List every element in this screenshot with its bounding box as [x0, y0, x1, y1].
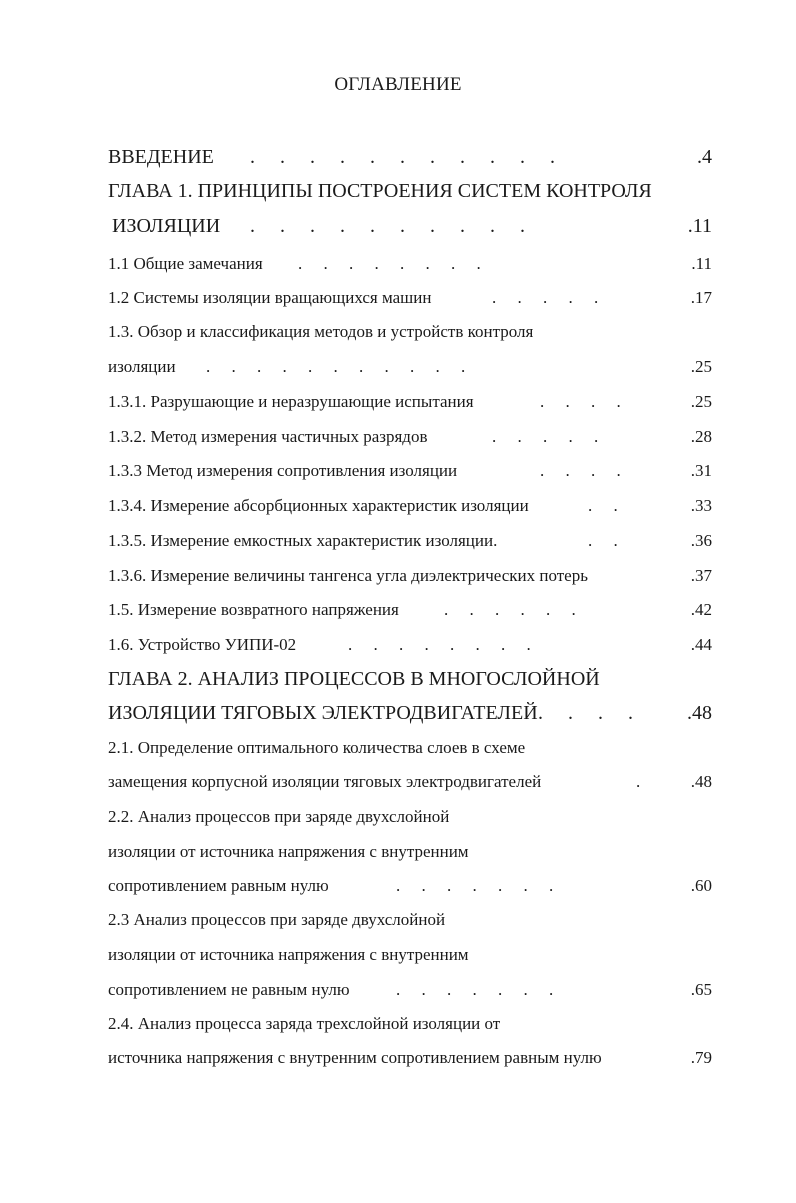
- toc-entry-text: 2.1. Определение оптимального количества слоев в схеме: [108, 738, 526, 757]
- toc-entry-text: источника напряжения с внутренним сопротивлением равным нулю: [108, 1048, 602, 1067]
- toc-entry-text: ИЗОЛЯЦИИ ТЯГОВЫХ ЭЛЕКТРОДВИГАТЕЛЕЙ: [108, 702, 538, 724]
- toc-entry-text: 1.3.6. Измерение величины тангенса угла диэлектрических потерь: [108, 566, 588, 585]
- toc-entry-text: ГЛАВА 1. ПРИНЦИПЫ ПОСТРОЕНИЯ СИСТЕМ КОНТРОЛЯ: [108, 180, 652, 202]
- toc-entry-text: изоляции: [108, 357, 176, 376]
- toc-entry-leader: . . . . . . . .: [298, 254, 481, 273]
- toc-entry: [108, 1048, 712, 1070]
- toc-entry: [108, 566, 712, 588]
- toc-entry: [108, 288, 712, 310]
- toc-entry: [108, 427, 712, 449]
- toc-entry-page: .44: [690, 635, 712, 654]
- toc-entry: [108, 392, 712, 414]
- toc-entry: [108, 600, 712, 622]
- toc-entry: [108, 910, 712, 932]
- toc-entry-text: 1.3.5. Измерение емкостных характеристик изоляции.: [108, 531, 498, 550]
- toc-entry-leader: . . . . .: [492, 288, 599, 307]
- toc-entry-leader: . . . .: [540, 392, 621, 411]
- toc-entry-page: .31: [690, 461, 712, 480]
- toc-entry-text: 1.3.2. Метод измерения частичных разрядов: [108, 427, 428, 446]
- toc-entry: [108, 842, 712, 864]
- toc-entry-leader: . . . . . . .: [396, 980, 554, 999]
- toc-entry: [108, 980, 712, 1002]
- toc-entry-leader: . .: [588, 531, 618, 550]
- toc-entry-text: 1.3. Обзор и классификация методов и устройств контроля: [108, 322, 534, 341]
- toc-entry-text: ИЗОЛЯЦИИ: [112, 215, 221, 237]
- toc-entry-page: .28: [690, 427, 712, 446]
- toc-entry-leader: . . . . . . . . . .: [250, 215, 525, 237]
- toc-entry-leader: . . . .: [540, 461, 621, 480]
- toc-entry: [108, 635, 712, 657]
- toc-entry-page: .4: [697, 146, 712, 168]
- toc-entry: [108, 945, 712, 967]
- toc-entry: [108, 876, 712, 898]
- toc-entry: [108, 1014, 712, 1036]
- toc-entry: [108, 807, 712, 829]
- toc-entry: [108, 357, 712, 379]
- toc-entry: [108, 215, 712, 241]
- toc-entry-page: .60: [690, 876, 712, 895]
- toc-entry-text: изоляции от источника напряжения с внутренним: [108, 945, 469, 964]
- toc-entry-text: 2.4. Анализ процесса заряда трехслойной изоляции от: [108, 1014, 501, 1033]
- toc-entry-page: .48: [687, 702, 712, 724]
- toc-entry: [108, 668, 712, 694]
- toc-entry-text: 1.3.3 Метод измерения сопротивления изоляции: [108, 461, 458, 480]
- toc-entry-text: ВВЕДЕНИЕ: [108, 146, 214, 168]
- toc-entry: [108, 461, 712, 483]
- toc-entry-text: 1.6. Устройство УИПИ-02: [108, 635, 297, 654]
- toc-entry-page: .65: [690, 980, 712, 999]
- toc-entry-page: .25: [690, 392, 712, 411]
- toc-entry: [108, 180, 712, 206]
- toc-entry-page: .42: [690, 600, 712, 619]
- toc-entry: [108, 496, 712, 518]
- toc-entry-text: 1.1 Общие замечания: [108, 254, 263, 273]
- page-title: ОГЛАВЛЕНИЕ: [334, 74, 462, 95]
- toc-entry-leader: . . . . . . . . . . .: [206, 357, 466, 376]
- toc-entry: [108, 531, 712, 553]
- toc-entry-leader: . . . . .: [492, 427, 599, 446]
- toc-entry: [108, 772, 712, 794]
- toc-entry-text: изоляции от источника напряжения с внутренним: [108, 842, 469, 861]
- toc-entry-page: .79: [690, 1048, 712, 1067]
- toc-entry-leader: . . . . . . . . . . .: [250, 146, 555, 168]
- toc-entry-text: 2.3 Анализ процессов при заряде двухслойной: [108, 910, 446, 929]
- toc-entry-page: .17: [690, 288, 712, 307]
- toc-entry-leader: . . . . . . . .: [348, 635, 531, 654]
- toc-entry-page: .33: [690, 496, 712, 515]
- toc-entry-leader: . . . .: [538, 702, 633, 724]
- toc-entry-page: .37: [690, 566, 712, 585]
- toc-entry: [108, 146, 712, 172]
- toc-entry-leader: . .: [588, 496, 618, 515]
- toc-entry-leader: . . . . . . .: [396, 876, 554, 895]
- toc-entry: [108, 254, 712, 276]
- toc-entry: [108, 702, 712, 728]
- toc-entry-page: .48: [690, 772, 712, 791]
- toc-entry-text: замещения корпусной изоляции тяговых электродвигателей: [108, 772, 542, 791]
- toc-entry-leader: .: [636, 772, 641, 791]
- toc-entry-text: 1.3.1. Разрушающие и неразрушающие испытания: [108, 392, 474, 411]
- toc-entry-text: 1.2 Системы изоляции вращающихся машин: [108, 288, 432, 307]
- toc-entry-page: .36: [690, 531, 712, 550]
- toc-entry-text: сопротивлением не равным нулю: [108, 980, 350, 999]
- toc-entry-text: 1.5. Измерение возвратного напряжения: [108, 600, 399, 619]
- toc-entry-text: ГЛАВА 2. АНАЛИЗ ПРОЦЕССОВ В МНОГОСЛОЙНОЙ: [108, 668, 600, 690]
- toc-entry-leader: . . . . . .: [444, 600, 576, 619]
- toc-entry-text: сопротивлением равным нулю: [108, 876, 329, 895]
- toc-entry-page: .11: [691, 254, 712, 273]
- toc-entry: [108, 738, 712, 760]
- toc-entry-text: 1.3.4. Измерение абсорбционных характеристик изоляции: [108, 496, 529, 515]
- toc-entry: [108, 322, 712, 344]
- toc-entry-text: 2.2. Анализ процессов при заряде двухслойной: [108, 807, 450, 826]
- toc-entry-page: .25: [690, 357, 712, 376]
- toc-entry-page: .11: [687, 215, 712, 237]
